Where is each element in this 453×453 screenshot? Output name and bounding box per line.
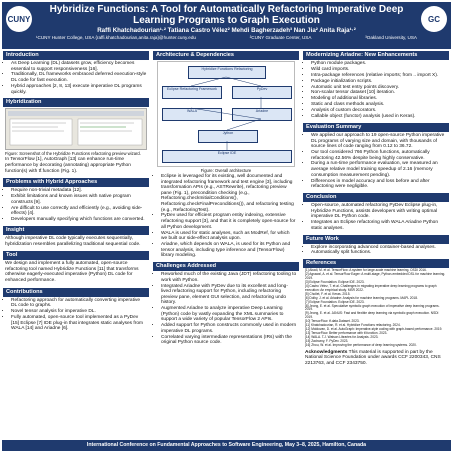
list-item: • Developers manually specifying which functions are converted. [11, 217, 147, 223]
reference-list [303, 268, 449, 348]
acknowledgments [303, 349, 449, 368]
section-problems [3, 178, 149, 224]
reference-item: [1] Abadi, M. et al. TensorFlow: A system for large-scale machine learning. OSDI 2016. [305, 268, 427, 273]
university-logo-icon: GC [421, 6, 447, 32]
list-item: • Python module packages. [311, 61, 447, 67]
affiliations [36, 35, 417, 41]
arch-box-ariadne: Ariadne [232, 108, 292, 121]
column-right [303, 51, 449, 369]
section-tool [3, 251, 149, 285]
arch-box-hybridize: Hybridize Functions Refactoring [188, 66, 266, 79]
list-item: • As Deep Learning (DL) datasets grow, efficiency becomes essential to support responsiveness [16]. [11, 61, 147, 72]
list-item: • Refactoring approach for automatically converting imperative DL code to graphs. [11, 298, 147, 309]
list-item: • We applied our approach to 19 open-source Python imperative DL programs of varying size and domain, with thousands of source lines of code ranging from 0.12 to 36.72. [311, 133, 447, 150]
column-left [3, 51, 149, 335]
list-item: • Callable object (functor) analysis (used in Keras). [311, 114, 447, 120]
list-item: • During a run-time performance evaluation, we measured an average relative model training speedup of 2.16 (memory consumption measurement pending). [311, 161, 447, 178]
reference-item: [11] Khatchadourian, R. et al. Hybridize Functions refactoring. 2024. [305, 323, 401, 328]
cuny-logo-icon: CUNY [6, 6, 32, 32]
reference-item: [6] Dolby, J. et al. Ariadne: Analysis for machine learning programs. MAPL 2018. [305, 295, 418, 300]
section-conclusion [303, 193, 449, 233]
section-title: Introduction [3, 51, 149, 60]
author-list: Raffi Khatchadourian¹·² Tatiana Castro Vélez² Mehdi Bagherzadeh³ Nan Jia² Anita Raja¹·² [97, 27, 356, 34]
reference-item: [10] TensorFlow. tf.data.Dataset. 2023. [305, 319, 360, 324]
architecture-diagram [157, 61, 295, 167]
list-item: • Hybrid approaches [2, 8, 13] execute imperative DL programs quickly. [11, 84, 147, 95]
section-title: Conclusion [303, 193, 449, 202]
affiliation-1: ¹CUNY Hunter College, USA {raffi.khatchadourian,anita.raja}@hunter.cuny.edu [36, 35, 196, 40]
section-title: Evaluation Summary [303, 123, 449, 132]
reference-item: [7] Eclipse Foundation. Eclipse IDE. 2023. [305, 299, 365, 304]
paragraph: We design and implement a fully automated, open-source refactoring tool named Hybridize Functions [11] that transforms otherwise eagerly-executed imperative (Python) DL code for enhanced performance. [5, 261, 139, 283]
section-title: Hybridization [3, 98, 149, 107]
arch-box-wala: WALA [162, 108, 222, 121]
list-item: • Ariadne, which depends on WALA, is used for its Python and tensor analysis, including type inference and (TensorFlow) library modeling. [161, 242, 297, 259]
section-contributions [3, 288, 149, 333]
reference-item: [14] WALA. T.J. Watson Libraries for Analysis. 2023. [305, 334, 379, 339]
section-title: Future Work [303, 235, 449, 244]
list-item: • Augmented Ariadne to analyze imperative Deep Learning (Python) code by vastly expanding the XML summaries to support a wide variety of popular TensorFlow 2 APIs. [161, 306, 297, 323]
figure-caption: Figure: Overall architecture [200, 168, 252, 173]
affiliation-3: ³Oakland University, USA [365, 35, 417, 40]
list-item: • Modeling of additional libraries. [311, 96, 447, 102]
section-title: Modernizing Ariadne: New Enhancements [303, 51, 449, 60]
section-title: Insight [3, 226, 149, 235]
section-references [303, 259, 449, 367]
list-item: • Reworked much of the existing Java (JDT) refactoring tooling to work with Python. [161, 272, 297, 283]
figure-caption: Figure: Screenshot of the Hybridize Functions refactoring preview wizard. [5, 151, 141, 157]
section-insight [3, 226, 149, 249]
poster-footer: International Conference on Fundamental Approaches to Software Engineering, May 3–8, 2025, Hamilton, Canada [2, 440, 451, 451]
list-item: • Static and class methods analysis. [311, 102, 447, 108]
section-architecture [153, 51, 299, 260]
reference-item: [15] Zadrozny, F. PyDev. 2023. [305, 338, 349, 343]
list-item: • Exhibit limitations and known issues with native program constructs [9]. [11, 194, 147, 205]
list-item: • Eclipse is leveraged for its existing, well documented and integrated refactoring framework and test engine [3], including transformation APIs (e.g., ASTRewrite), refactoring preview pane (Fig. 1), precondition checking (e.g., Refactoring.checkInitialConditions(), Refactoring.checkFinalPreconditions()), and refactoring testing (e.g., RefactoringTest). [161, 174, 297, 213]
list-item: • Fully automated, open-source tool implemented as a PyDev [15] Eclipse [7] IDE plug-in that integrates static analyses from WALA [14] and Ariadne [6]. [11, 315, 147, 332]
list-item: • Novel tensor analysis for imperative DL. [11, 309, 147, 315]
list-item: • Integrated Ariadne with PyDev due to its excellent and long-lived refactoring support for Python, including refactoring preview pane, element GUI selection, and refactoring undo history. [161, 284, 297, 306]
list-item: • Intra-package references (relative imports; from .. import X). [311, 73, 447, 79]
poster-title: Hybridize Functions: A Tool for Automatically Refactoring Imperative Deep Learning Programs to Graph Execution [49, 4, 404, 26]
list-item: • Require non-trivial metadata [12]. [11, 188, 147, 194]
affiliation-2: ²CUNY Graduate Center, USA [249, 35, 312, 40]
arch-box-jython: Jython [198, 130, 258, 143]
acknowledgments-text: This material is supported in part by the National Science Foundation under awards CCF 2200343, CNS 2213763, and CCF 2343750. [305, 349, 441, 366]
list-item: • Integrates an Eclipse refactoring with WALA Ariadne Python static analyses. [311, 220, 447, 231]
reference-item: [16] Zhou, W. et al. Improving the performance of deep learning systems. 2020. [305, 342, 417, 347]
reference-item: [3] Eclipse Foundation. Eclipse IDE. 2023. [305, 280, 365, 285]
list-item: • WALA is used for static analyses, such as ModRef, for which we built our side-effect analysis upon. [161, 231, 297, 242]
section-title: Challenges Addressed [153, 262, 299, 271]
section-challenges [153, 262, 299, 347]
section-title: Problems with Hybrid Approaches [3, 178, 149, 187]
list-item: • Package initialization scripts. [311, 79, 447, 85]
reference-item: [8] Jeong, E. et al. Speculative symbolic graph execution of imperative deep learning programs. 2019. [305, 303, 440, 312]
list-item: • Non-scalar tensor dataset [10] iteration. [311, 90, 447, 96]
section-title: Architecture & Dependencies [153, 51, 299, 60]
list-item: • Wild card imports. [311, 67, 447, 73]
list-item: • Our tool considered 766 Python functions, automatically refactoring 42.56% despite being highly conservative. [311, 150, 447, 161]
section-evaluation [303, 123, 449, 191]
section-future-work [303, 235, 449, 258]
arch-box-eclipse-refactoring: Eclipse Refactoring Framework [162, 86, 222, 99]
arch-box-eclipse-ide: Eclipse IDE [162, 150, 292, 163]
paragraph: Although imperative DL code typically executes sequentially, hybridization resembles parallelizing traditional sequential code. [5, 235, 141, 247]
poster-header [2, 2, 451, 49]
reference-item: [9] Jeong, E. et al. JANUS: Fast and flexible deep learning via symbolic graph execution. NSDI 2019. [305, 311, 439, 320]
section-introduction [3, 51, 149, 96]
arch-box-pydev: PyDev [232, 86, 292, 99]
list-item: • Open-source, automated refactoring PyDev Eclipse plug-in, Hybridize Functions, assists developers with writing optimal imperative DL Python code. [311, 203, 447, 220]
section-title: Tool [3, 251, 149, 260]
section-title: References [303, 259, 449, 268]
reference-item: [5] Chollet, F. et al. Keras. 2015. [305, 291, 351, 296]
list-item: • Analysis of custom decorators. [311, 108, 447, 114]
reference-item: [13] TensorFlow. Better performance with tf.function. 2023. [305, 330, 388, 335]
reference-item: [12] Moldovan, D. et al. AutoGraph: Imperative-style coding with graph-based performance. 2019. [305, 326, 443, 331]
list-item: • PyDev used for efficient program entity indexing, extensive refactoring support [3], and that it is completely open-source for all Python development. [161, 213, 297, 230]
list-item: • Automatic unit test entry points discovery. [311, 85, 447, 91]
column-middle [153, 51, 299, 349]
reference-item: [4] Castro Vélez, T. et al. Challenges in migrating imperative deep learning programs to graph execution: An empirical study. MSR 2022. [305, 284, 437, 292]
section-title: Contributions [3, 288, 149, 297]
reference-item: [2] Agrawal, A. et al. TensorFlow Eager: A multi-stage, Python-embedded DSL for machine learning. 2019. [305, 272, 446, 281]
section-hybridization [3, 98, 149, 176]
list-item: • Correlated varying intermediate representations (IRs) with the original Python source code. [161, 335, 297, 346]
paragraph: In TensorFlow [1], AutoGraph [13] can enhance run-time performance by decorating (annotating) appropriate Python function(s) with tf.function (Fig. 1). [5, 157, 131, 174]
refactoring-wizard-screenshot [5, 108, 147, 150]
acknowledgments-label: Acknowledgments [305, 349, 348, 355]
list-item: • Explore incorporating advanced container-based analyses. [311, 245, 447, 251]
list-item: • Are difficult to use correctly and efficiently (e.g., avoiding side-effects) [4]. [11, 206, 147, 217]
list-item: • Automatically split functions. [311, 250, 447, 256]
list-item: • Differences in model accuracy and loss before and after refactoring were negligible. [311, 179, 447, 190]
section-modernizing-ariadne [303, 51, 449, 121]
list-item: • Added support for Python constructs commonly used in modern imperative DL programs. [161, 323, 297, 334]
list-item: • Traditionally, DL frameworks embraced deferred execution-style DL code for fast execution. [11, 72, 147, 83]
